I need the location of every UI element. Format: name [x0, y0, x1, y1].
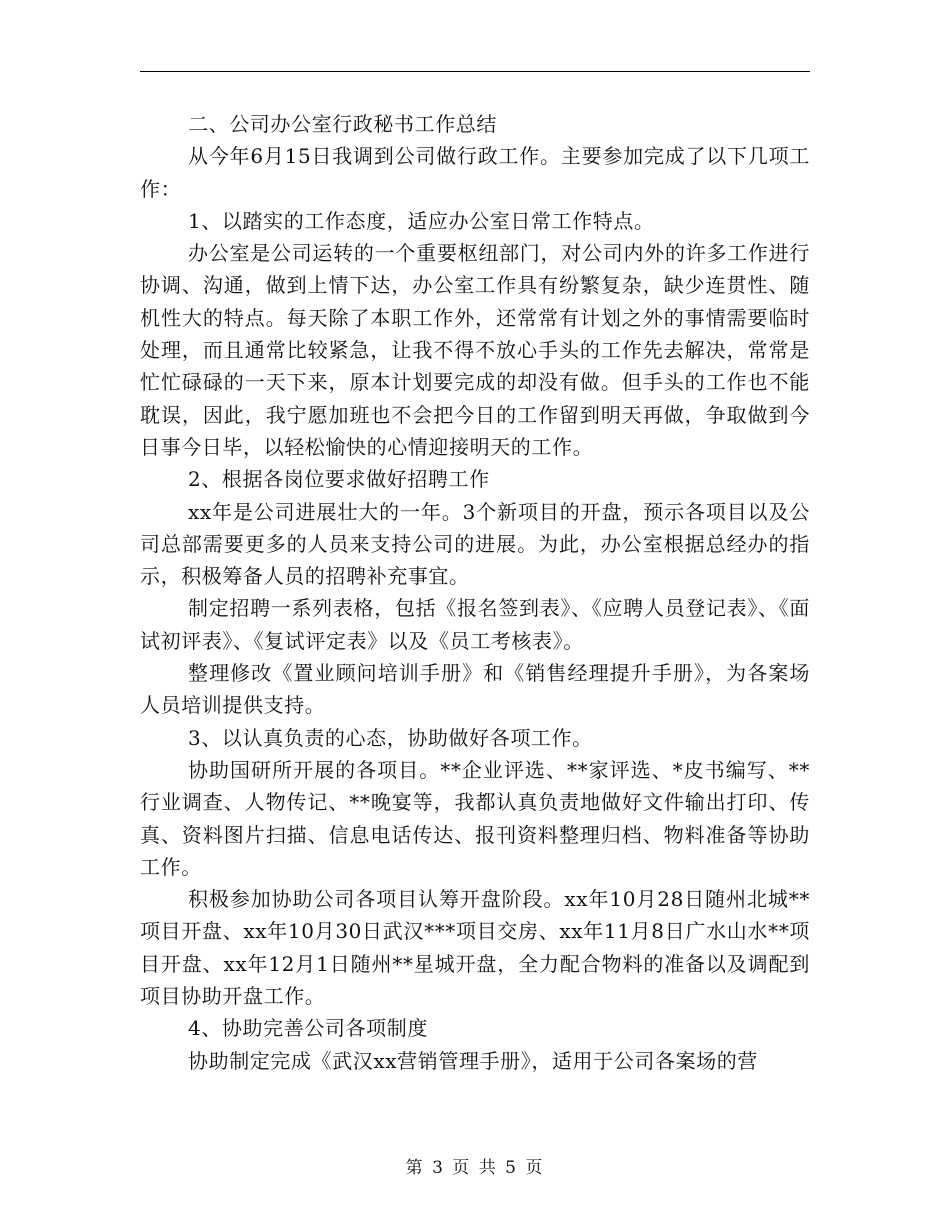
header-rule	[140, 71, 810, 72]
paragraph: 从今年6月15日我调到公司做行政工作。主要参加完成了以下几项工作：	[140, 144, 810, 201]
document-body	[140, 108, 810, 1077]
numbered-heading: 3、以认真负责的心态，协助做好各项工作。	[188, 725, 593, 750]
paragraph: 整理修改《置业顾问培训手册》和《销售经理提升手册》，为各案场人员培训提供支持。	[140, 661, 810, 718]
page-footer: 第 3 页 共 5 页	[405, 1158, 545, 1178]
paragraph: 协助国研所开展的各项目。**企业评选、**家评选、*皮书编写、**行业调查、人物传记、**晚宴等，我都认真负责地做好文件输出打印、传真、资料图片扫描、信息电话传达、报刊资料整理归档、物料准备等协助工作。	[140, 757, 810, 879]
numbered-heading: 4、协助完善公司各项制度	[188, 1016, 428, 1041]
paragraph: 制定招聘一系列表格，包括《报名签到表》、《应聘人员登记表》、《面试初评表》、《复试评定表》以及《员工考核表》。	[140, 596, 810, 653]
paragraph: 办公室是公司运转的一个重要枢纽部门，对公司内外的许多工作进行协调、沟通，做到上情下达，办公室工作具有纷繁复杂，缺少连贯性、随机性大的特点。每天除了本职工作外，还常常有计划之外的事情需要临时处理，而且通常比较紧急，让我不得不放心手头的工作先去解决，常常是忙忙碌碌的一天下来，原本计划要完成的却没有做。但手头的工作也不能耽误，因此，我宁愿加班也不会把今日的工作留到明天再做，争取做到今日事今日毕，以轻松愉快的心情迎接明天的工作。	[140, 241, 810, 459]
numbered-heading: 1、以踏实的工作态度，适应办公室日常工作特点。	[188, 208, 655, 233]
section-heading: 二、公司办公室行政秘书工作总结	[188, 112, 497, 136]
numbered-heading: 2、根据各岗位要求做好招聘工作	[188, 467, 490, 492]
paragraph: 积极参加协助公司各项目认筹开盘阶段。xx年10月28日随州北城**项目开盘、xx年10月30日武汉***项目交房、xx年11月8日广水山水**项目开盘、xx年12月1日随州**星城开盘，全力配合物料的准备以及调配到项目协助开盘工作。	[140, 887, 810, 1009]
paragraph: xx年是公司进展壮大的一年。3个新项目的开盘，预示各项目以及公司总部需要更多的人员来支持公司的进展。为此，办公室根据总经办的指示，积极筹备人员的招聘补充事宜。	[140, 499, 810, 589]
paragraph: 协助制定完成《武汉xx营销管理手册》，适用于公司各案场的营	[188, 1048, 758, 1073]
